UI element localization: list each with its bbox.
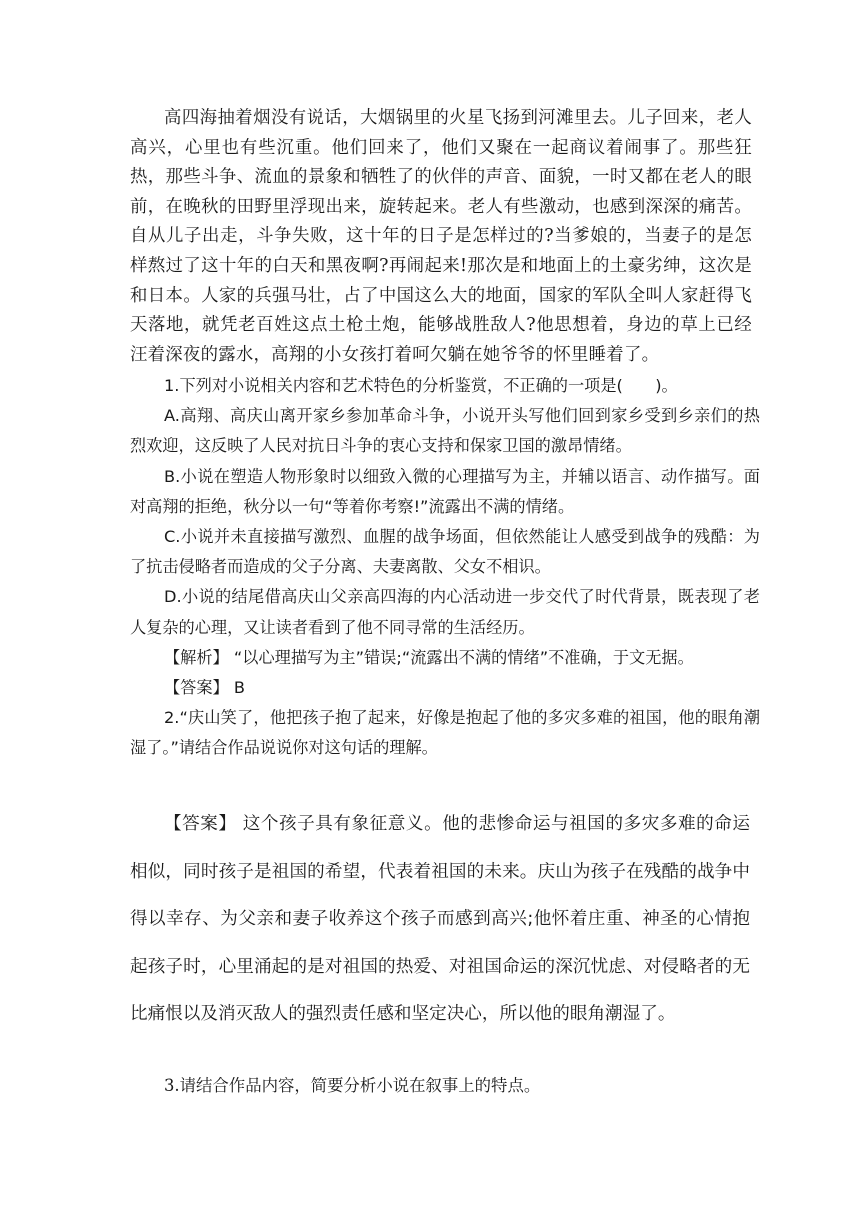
answer-label: 【答案】 xyxy=(164,678,229,698)
question-2-stem: 2.“庆山笑了，他把孩子抱了起来，好像是抱起了他的多灾多难的祖国，他的眼角潮湿了。”请结合作品说说你对这句话的理解。 xyxy=(130,708,760,758)
answer-2-label: 【答案】 xyxy=(164,814,237,834)
story-passage: 高四海抽着烟没有说话，大烟锅里的火星飞扬到河滩里去。儿子回来，老人高兴，心里也有些沉重。他们回来了，他们又聚在一起商议着闹事了。那些狂热，那些斗争、流血的景象和牺牲了的伙伴的声音、面貌，一时又都在老人的眼前，在晚秋的田野里浮现出来，旋转起来。老人有些激动，也感到深深的痛苦。自从儿子出走，斗争失败，这十年的日子是怎样过的?当爹娘的，当妻子的是怎样熬过了这十年的白天和黑夜啊?再闹起来!那次是和地面上的土豪劣绅，这次是和日本。人家的兵强马壮，占了中国这么大的地面，国家的军队全叫人家赶得飞天落地，就凭老百姓这点土枪土炮，能够战胜敌人?他思想着，身边的草上已经汪着深夜的露水，高翔的小女孩打着呵欠躺在她爷爷的怀里睡着了。 xyxy=(130,108,752,365)
analysis-1 xyxy=(130,643,760,673)
answer-2-text: 这个孩子具有象征意义。他的悲惨命运与祖国的多灾多难的命运相似，同时孩子是祖国的希望，代表着祖国的未来。庆山为孩子在残酷的战争中得以幸存、为父亲和妻子收养这个孩子而感到高兴;他怀着庄重、神圣的心情抱起孩子时，心里涌起的是对祖国的热爱、对祖国命运的深沉忧虑、对侵略者的无比痛恨以及消灭敌人的强烈责任感和坚定决心，所以他的眼角潮湿了。 xyxy=(130,814,750,1025)
option-b: B.小说在塑造人物形象时以细致入微的心理描写为主，并辅以语言、动作描写。面对高翔的拒绝，秋分以一句“等着你考察!”流露出不满的情绪。 xyxy=(130,466,760,516)
answer-1 xyxy=(130,673,760,703)
answer-text: B xyxy=(233,678,246,698)
option-d: D.小说的结尾借高庆山父亲高四海的内心活动进一步交代了时代背景，既表现了老人复杂的心理，又让读者看到了他不同寻常的生活经历。 xyxy=(130,587,760,637)
question-3-stem: 3.请结合作品内容，简要分析小说在叙事上的特点。 xyxy=(164,1076,541,1095)
answer-2 xyxy=(130,801,750,1039)
question-1-stem: 1.下列对小说相关内容和艺术特色的分析鉴赏，不正确的一项是( )。 xyxy=(164,376,678,395)
analysis-text: “以心理描写为主”错误;“流露出不满的情绪”不准确，于文无据。 xyxy=(233,647,694,667)
option-c: C.小说并未直接描写激烈、血腥的战争场面，但依然能让人感受到战争的残酷：为了抗击侵略者而造成的父子分离、夫妻离散、父女不相识。 xyxy=(130,527,760,577)
analysis-label: 【解析】 xyxy=(164,647,229,667)
option-a: A.高翔、高庆山离开家乡参加革命斗争，小说开头写他们回到家乡受到乡亲们的热烈欢迎，这反映了人民对抗日斗争的衷心支持和保家卫国的激昂情绪。 xyxy=(130,406,760,456)
question-1 xyxy=(130,371,760,764)
